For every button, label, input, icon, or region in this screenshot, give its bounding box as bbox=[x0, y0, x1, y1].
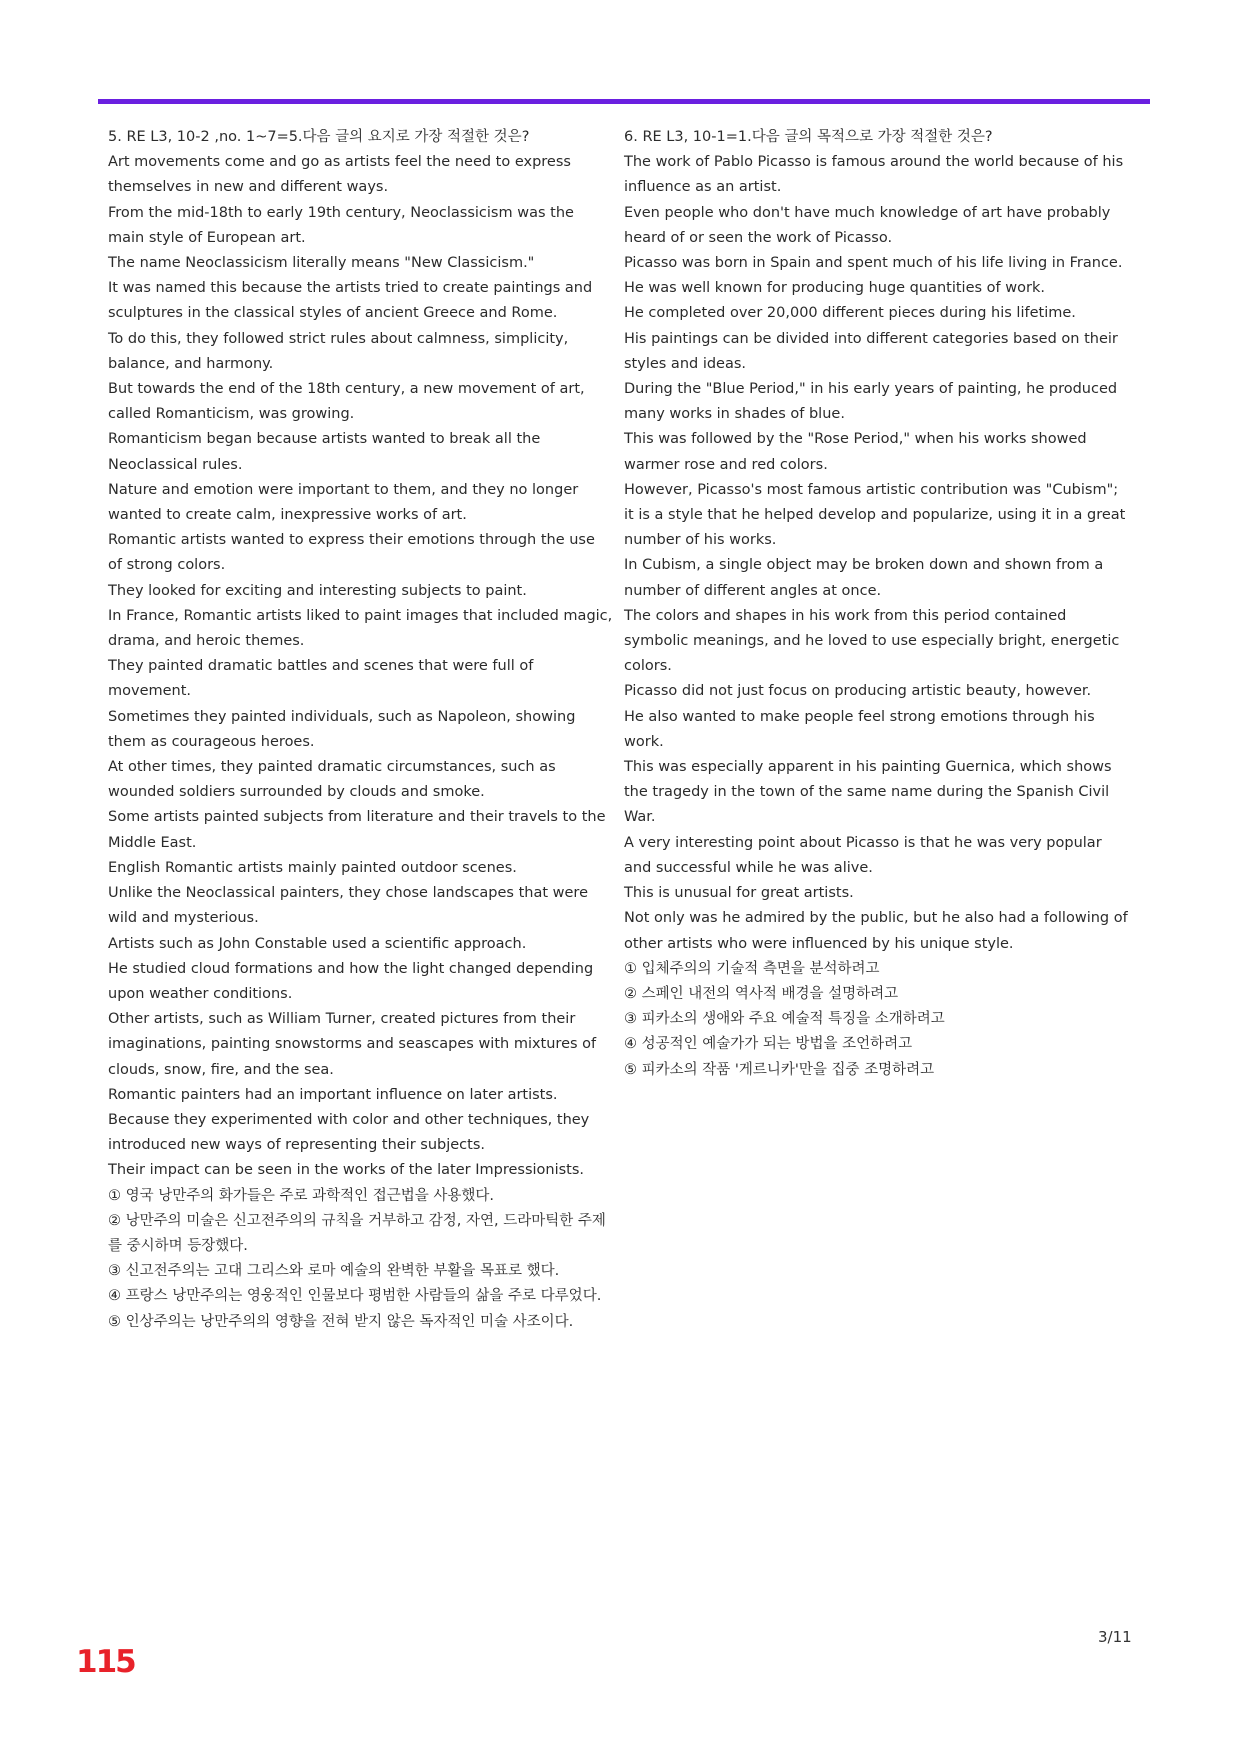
question-6 bbox=[624, 125, 1129, 1083]
passage-sentence: Sometimes they painted individuals, such as Napoleon, showing them as courageous heroes. bbox=[108, 708, 576, 750]
passage-sentence: This was especially apparent in his painting Guernica, which shows the tragedy in the town of the same name during the Spanish Civil War. bbox=[624, 759, 1112, 826]
question-6-options bbox=[624, 957, 1129, 1083]
answer-option-3: ③ 신고전주의는 고대 그리스와 로마 예술의 완벽한 부활을 목표로 했다. bbox=[108, 1263, 560, 1280]
passage-sentence: Because they experimented with color and other techniques, they introduced new ways of representing their subjects. bbox=[108, 1111, 590, 1154]
passage-sentence: However, Picasso's most famous artistic contribution was "Cubism"; it is a style that he helped develop and popularize, using it in a great number of his works. bbox=[624, 481, 1126, 549]
passage-sentence: The colors and shapes in his work from this period contained symbolic meanings, and he loved to use especially bright, energetic colors. bbox=[624, 607, 1120, 675]
question-5 bbox=[108, 125, 613, 1335]
passage-sentence: They looked for exciting and interesting subjects to paint. bbox=[108, 582, 527, 599]
passage-sentence: Art movements come and go as artists feel the need to express themselves in new and different ways. bbox=[108, 154, 571, 196]
passage-sentence: English Romantic artists mainly painted outdoor scenes. bbox=[108, 859, 517, 876]
answer-option-4: ④ 프랑스 낭만주의는 영웅적인 인물보다 평범한 사람들의 삶을 주로 다루었다. bbox=[108, 1288, 602, 1305]
passage-sentence: At other times, they painted dramatic circumstances, such as wounded soldiers surrounded by clouds and smoke. bbox=[108, 759, 556, 801]
passage-sentence: Unlike the Neoclassical painters, they chose landscapes that were wild and mysterious. bbox=[108, 885, 588, 927]
passage-sentence: He was well known for producing huge quantities of work. bbox=[624, 280, 1045, 297]
passage-sentence: From the mid-18th to early 19th century, Neoclassicism was the main style of European art. bbox=[108, 204, 574, 246]
passage-sentence: They painted dramatic battles and scenes that were full of movement. bbox=[108, 658, 534, 700]
passage-sentence: During the "Blue Period," in his early years of painting, he produced many works in shades of blue. bbox=[624, 381, 1118, 423]
question-5-options bbox=[108, 1184, 613, 1335]
question-6-title: 6. RE L3, 10-1=1.다음 글의 목적으로 가장 적절한 것은? bbox=[624, 129, 993, 145]
question-5-passage bbox=[108, 150, 613, 1183]
passage-sentence: His paintings can be divided into different categories based on their styles and ideas. bbox=[624, 330, 1118, 372]
passage-sentence: Picasso was born in Spain and spent much of his life living in France. bbox=[624, 255, 1123, 272]
passage-sentence: Romanticism began because artists wanted to break all the Neoclassical rules. bbox=[108, 431, 541, 473]
passage-sentence: This is unusual for great artists. bbox=[624, 885, 854, 902]
question-6-passage bbox=[624, 150, 1129, 957]
answer-option-2: ② 스페인 내전의 역사적 배경을 설명하려고 bbox=[624, 985, 899, 1002]
passage-sentence: It was named this because the artists tried to create paintings and sculptures in the classical styles of ancient Greece and Rome. bbox=[108, 280, 593, 322]
passage-sentence: Even people who don't have much knowledge of art have probably heard of or seen the work of Picasso. bbox=[624, 204, 1111, 246]
passage-sentence: In Cubism, a single object may be broken down and shown from a number of different angles at once. bbox=[624, 557, 1104, 599]
header-rule bbox=[98, 99, 1150, 104]
passage-sentence: Their impact can be seen in the works of the later Impressionists. bbox=[108, 1162, 585, 1179]
passage-sentence: Artists such as John Constable used a scientific approach. bbox=[108, 935, 527, 952]
answer-option-5: ⑤ 피카소의 작품 '게르니카'만을 집중 조명하려고 bbox=[624, 1061, 935, 1078]
answer-option-5: ⑤ 인상주의는 낭만주의의 영향을 전혀 받지 않은 독자적인 미술 사조이다. bbox=[108, 1313, 574, 1330]
answer-option-4: ④ 성공적인 예술가가 되는 방법을 조언하려고 bbox=[624, 1036, 913, 1053]
question-5-title: 5. RE L3, 10-2 ,no. 1~7=5.다음 글의 요지로 가장 적절한 것은? bbox=[108, 129, 530, 145]
passage-sentence: Romantic artists wanted to express their emotions through the use of strong colors. bbox=[108, 532, 595, 574]
answer-option-3: ③ 피카소의 생애와 주요 예술적 특징을 소개하려고 bbox=[624, 1011, 945, 1028]
passage-sentence: A very interesting point about Picasso is that he was very popular and successful while he was alive. bbox=[624, 834, 1102, 876]
passage-sentence: He studied cloud formations and how the light changed depending upon weather conditions. bbox=[108, 960, 594, 1002]
passage-sentence: He completed over 20,000 different pieces during his lifetime. bbox=[624, 305, 1076, 322]
passage-sentence: But towards the end of the 18th century, a new movement of art, called Romanticism, was growing. bbox=[108, 381, 585, 423]
passage-sentence: Some artists painted subjects from literature and their travels to the Middle East. bbox=[108, 809, 606, 851]
passage-sentence: Nature and emotion were important to them, and they no longer wanted to create calm, inexpressive works of art. bbox=[108, 481, 579, 524]
passage-sentence: Picasso did not just focus on producing artistic beauty, however. bbox=[624, 683, 1092, 700]
passage-sentence: Romantic painters had an important influence on later artists. bbox=[108, 1086, 558, 1103]
answer-option-1: ① 영국 낭만주의 화가들은 주로 과학적인 접근법을 사용했다. bbox=[108, 1187, 495, 1204]
passage-sentence: To do this, they followed strict rules about calmness, simplicity, balance, and harmony. bbox=[108, 330, 569, 372]
passage-sentence: In France, Romantic artists liked to paint images that included magic, drama, and heroic themes. bbox=[108, 607, 613, 650]
passage-sentence: This was followed by the "Rose Period," when his works showed warmer rose and red colors. bbox=[624, 431, 1087, 473]
passage-sentence: Other artists, such as William Turner, created pictures from their imaginations, painting snowstorms and seascapes with mixtures of clouds, snow, fire, and the sea. bbox=[108, 1011, 597, 1078]
passage-sentence: Not only was he admired by the public, but he also had a following of other artists who were influenced by his unique style. bbox=[624, 910, 1128, 952]
passage-sentence: The work of Pablo Picasso is famous around the world because of his influence as an artist. bbox=[624, 154, 1124, 196]
answer-option-2: ② 낭만주의 미술은 신고전주의의 규칙을 거부하고 감정, 자연, 드라마틱한 주제를 중시하며 등장했다. bbox=[108, 1212, 606, 1254]
passage-sentence: The name Neoclassicism literally means "New Classicism." bbox=[108, 255, 535, 272]
answer-option-1: ① 입체주의의 기술적 측면을 분석하려고 bbox=[624, 960, 880, 977]
page-number: 3/11 bbox=[1098, 1628, 1132, 1646]
passage-sentence: He also wanted to make people feel strong emotions through his work. bbox=[624, 708, 1095, 750]
footer-number: 115 bbox=[76, 1644, 135, 1680]
